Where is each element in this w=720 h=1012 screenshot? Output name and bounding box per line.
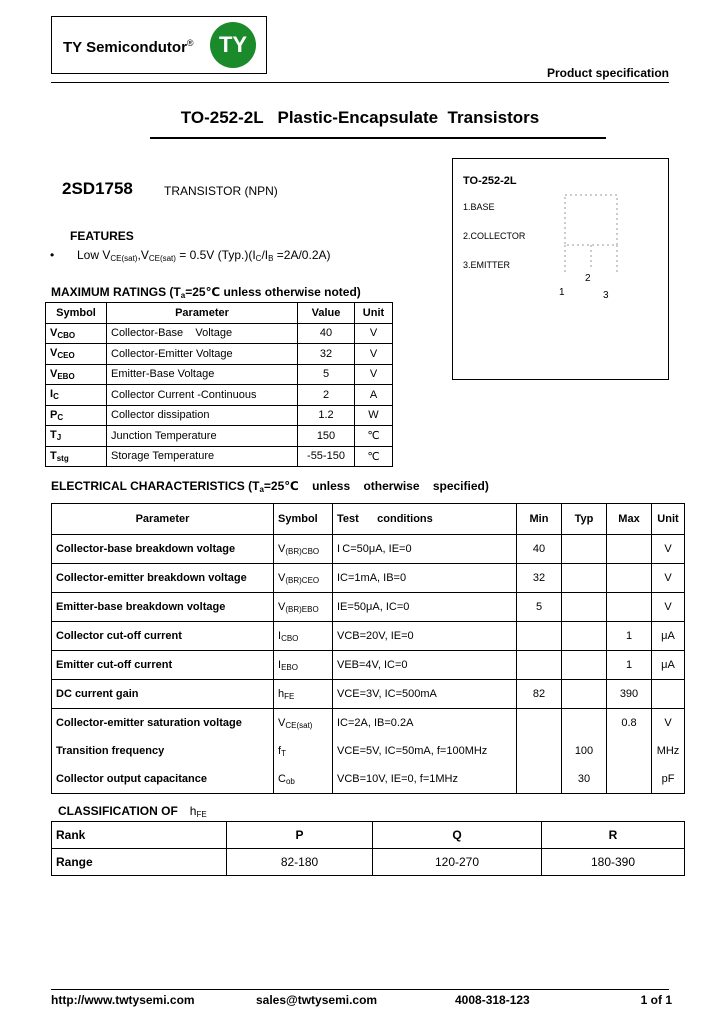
typ-cell: 30 (562, 765, 607, 794)
table-row (52, 709, 685, 738)
unit-cell: W (355, 405, 393, 426)
table-row (52, 593, 685, 622)
symbol-cell: $T_J$ (46, 426, 107, 447)
typ-cell: 100 (562, 737, 607, 765)
symbol-cell: $V_{CBO}$ (46, 323, 107, 344)
table-row (46, 426, 393, 447)
part-number: 2SD1758 (62, 179, 133, 198)
footer-phone: 4008-318-123 (455, 993, 530, 1007)
typ-cell (562, 651, 607, 680)
condition-cell: VEB=4V, IC=0 (333, 651, 517, 680)
rank-row (52, 822, 685, 849)
typ-cell (562, 622, 607, 651)
table-row (46, 364, 393, 385)
max-cell (607, 564, 652, 593)
value-cell: 32 (298, 344, 355, 365)
title-rule (150, 137, 606, 139)
max-ratings-heading: MAXIMUM RATINGS ($T_a=25℃$ unless otherwise noted) (51, 285, 361, 300)
column-header: Parameter (107, 303, 298, 324)
parameter-cell: DC current gain (52, 680, 274, 709)
table-row (46, 344, 393, 365)
table-row (52, 765, 685, 794)
column-header: Unit (355, 303, 393, 324)
unit-cell: V (355, 344, 393, 365)
parameter-cell: Collector-Base Voltage (107, 323, 298, 344)
symbol-cell: $f_T$ (274, 737, 333, 765)
value-cell: 150 (298, 426, 355, 447)
typ-cell (562, 593, 607, 622)
value-cell: -55-150 (298, 446, 355, 467)
parameter-cell: Collector-Emitter Voltage (107, 344, 298, 365)
electrical-table (51, 503, 685, 794)
bullet-icon: • (50, 248, 55, 262)
symbol-cell: $I_C$ (46, 385, 107, 406)
column-header: Symbol (274, 504, 333, 535)
symbol-cell: $V_{(BR)CEO}$ (274, 564, 333, 593)
feature-item: Low $V_{CE(sat)},V_{CE(sat)} = 0.5V$ $(Typ.)(I_C/I_B =2A/0.2A)$ (77, 248, 331, 263)
min-cell: 40 (517, 535, 562, 564)
classification-heading: CLASSIFICATION OF $h_{FE}$ (58, 804, 207, 819)
symbol-cell: $T_{stg}$ (46, 446, 107, 467)
typ-cell (562, 535, 607, 564)
max-cell (607, 765, 652, 794)
package-name: TO-252-2L (463, 175, 517, 187)
column-header: Parameter (52, 504, 274, 535)
min-cell (517, 765, 562, 794)
table-row (52, 535, 685, 564)
table-row (46, 385, 393, 406)
unit-cell: ℃ (355, 446, 393, 467)
parameter-cell: Storage Temperature (107, 446, 298, 467)
parameter-cell: Collector Current -Continuous (107, 385, 298, 406)
symbol-cell: $C_{ob}$ (274, 765, 333, 794)
max-cell (607, 535, 652, 564)
table-row (52, 564, 685, 593)
min-cell (517, 622, 562, 651)
rank-cell: R (542, 822, 685, 849)
parameter-cell: Junction Temperature (107, 426, 298, 447)
footer-page: 1 of 1 (640, 993, 672, 1007)
pin-label: 3.EMITTER (463, 260, 511, 270)
unit-cell: V (652, 535, 685, 564)
features-heading: FEATURES (70, 229, 134, 243)
max-ratings-table (45, 302, 393, 467)
symbol-cell: $V_{(BR)CBO}$ (274, 535, 333, 564)
min-cell (517, 737, 562, 765)
value-cell: 2 (298, 385, 355, 406)
table-row (52, 622, 685, 651)
table-header-row (52, 504, 685, 535)
max-cell: 390 (607, 680, 652, 709)
header-rule (51, 82, 669, 83)
range-cell: 82-180 (227, 849, 373, 876)
condition-cell: I C=50μA, IE=0 (333, 535, 517, 564)
table-row (52, 737, 685, 765)
page-title: TO-252-2L Plastic-Encapsulate Transistors (180, 108, 540, 127)
typ-cell (562, 680, 607, 709)
min-cell: 5 (517, 593, 562, 622)
parameter-cell: Collector cut-off current (52, 622, 274, 651)
unit-cell: A (355, 385, 393, 406)
condition-cell: VCE=3V, IC=500mA (333, 680, 517, 709)
package-box (452, 158, 669, 380)
parameter-cell: Collector output capacitance (52, 765, 274, 794)
pin-label: 1.BASE (463, 202, 495, 212)
condition-cell: IC=2A, IB=0.2A (333, 709, 517, 738)
parameter-cell: Collector-emitter saturation voltage (52, 709, 274, 738)
column-header: Value (298, 303, 355, 324)
symbol-cell: $P_C$ (46, 405, 107, 426)
value-cell: 40 (298, 323, 355, 344)
min-cell: 82 (517, 680, 562, 709)
condition-cell: VCB=10V, IE=0, f=1MHz (333, 765, 517, 794)
max-cell: 1 (607, 651, 652, 680)
typ-cell (562, 709, 607, 738)
footer-email[interactable]: sales@twtysemi.com (256, 993, 378, 1007)
table-row (52, 651, 685, 680)
parameter-cell: Emitter-base breakdown voltage (52, 593, 274, 622)
classification-table (51, 821, 685, 876)
pin-number: 1 (559, 287, 565, 298)
doc-type: Product specification (546, 66, 669, 80)
symbol-cell: $I_{CBO}$ (274, 622, 333, 651)
parameter-cell: Transition frequency (52, 737, 274, 765)
column-header: Symbol (46, 303, 107, 324)
unit-cell (652, 680, 685, 709)
value-cell: 5 (298, 364, 355, 385)
typ-cell (562, 564, 607, 593)
parameter-cell: Collector-base breakdown voltage (52, 535, 274, 564)
range-cell: 120-270 (373, 849, 542, 876)
symbol-cell: $I_{EBO}$ (274, 651, 333, 680)
table-row (52, 680, 685, 709)
min-cell: 32 (517, 564, 562, 593)
max-cell: 1 (607, 622, 652, 651)
unit-cell: pF (652, 765, 685, 794)
unit-cell: ℃ (355, 426, 393, 447)
unit-cell: MHz (652, 737, 685, 765)
condition-cell: IC=1mA, IB=0 (333, 564, 517, 593)
column-header: Unit (652, 504, 685, 535)
unit-cell: V (355, 323, 393, 344)
symbol-cell: $V_{CE(sat)}$ (274, 709, 333, 738)
column-header: Min (517, 504, 562, 535)
parameter-cell: Emitter-Base Voltage (107, 364, 298, 385)
pin-label: 2.COLLECTOR (463, 231, 526, 241)
column-header: Typ (562, 504, 607, 535)
value-cell: 1.2 (298, 405, 355, 426)
table-header-row (46, 303, 393, 324)
part-type: TRANSISTOR (NPN) (164, 184, 278, 198)
range-row (52, 849, 685, 876)
pin-number: 3 (603, 290, 609, 301)
column-header: Max (607, 504, 652, 535)
condition-cell: VCB=20V, IE=0 (333, 622, 517, 651)
min-cell (517, 651, 562, 680)
range-label: Range (52, 849, 227, 876)
condition-cell: VCE=5V, IC=50mA, f=100MHz (333, 737, 517, 765)
range-cell: 180-390 (542, 849, 685, 876)
parameter-cell: Collector-emitter breakdown voltage (52, 564, 274, 593)
max-cell: 0.8 (607, 709, 652, 738)
symbol-cell: $V_{(BR)EBO}$ (274, 593, 333, 622)
logo-badge: TY (210, 22, 256, 68)
unit-cell: V (355, 364, 393, 385)
column-header: Test conditions (333, 504, 517, 535)
symbol-cell: $V_{CEO}$ (46, 344, 107, 365)
unit-cell: V (652, 709, 685, 738)
parameter-cell: Emitter cut-off current (52, 651, 274, 680)
symbol-cell: $V_{EBO}$ (46, 364, 107, 385)
rank-label: Rank (52, 822, 227, 849)
unit-cell: V (652, 564, 685, 593)
electrical-heading: ELECTRICAL CHARACTERISTICS ($T_a=25℃$ unless otherwise specified) (51, 479, 489, 494)
max-cell (607, 593, 652, 622)
parameter-cell: Collector dissipation (107, 405, 298, 426)
condition-cell: IE=50μA, IC=0 (333, 593, 517, 622)
unit-cell: μA (652, 651, 685, 680)
pin-number: 2 (585, 273, 591, 284)
table-row (46, 405, 393, 426)
symbol-cell: $h_{FE}$ (274, 680, 333, 709)
footer-url[interactable]: http://www.twtysemi.com (51, 993, 195, 1007)
rank-cell: Q (373, 822, 542, 849)
package-drawing (553, 189, 633, 284)
company-name: TY Semicondutor® (63, 38, 194, 56)
rank-cell: P (227, 822, 373, 849)
unit-cell: V (652, 593, 685, 622)
table-row (46, 323, 393, 344)
table-row (46, 446, 393, 467)
footer-rule (51, 989, 669, 990)
unit-cell: μA (652, 622, 685, 651)
min-cell (517, 709, 562, 738)
max-cell (607, 737, 652, 765)
